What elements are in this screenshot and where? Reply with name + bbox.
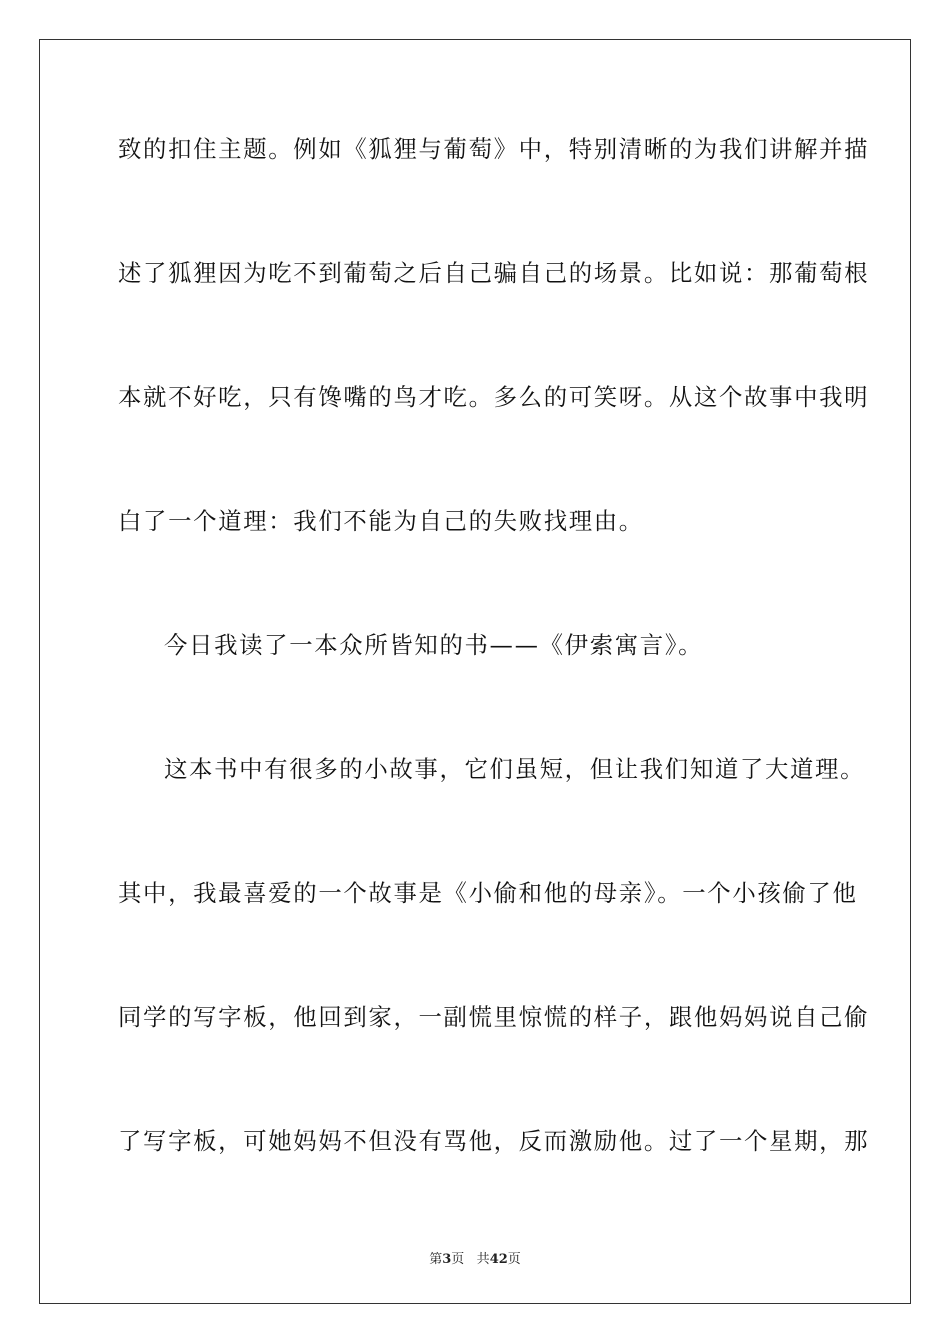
text-line-9: 了写字板，可她妈妈不但没有骂他，反而激励他。过了一个星期，那 <box>118 1127 870 1155</box>
text-line-5: 今日我读了一本众所皆知的书——《伊索寓言》。 <box>164 631 704 659</box>
text-line-3: 本就不好吃，只有馋嘴的鸟才吃。多么的可笑呀。从这个故事中我明 <box>118 383 870 411</box>
total-suffix: 页 <box>507 1252 521 1267</box>
text-line-2: 述了狐狸因为吃不到葡萄之后自己骗自己的场景。比如说：那葡萄根 <box>118 259 870 287</box>
text-line-6: 这本书中有很多的小故事，它们虽短，但让我们知道了大道理。 <box>164 755 866 783</box>
text-line-1: 致的扣住主题。例如《狐狸与葡萄》中，特别清晰的为我们讲解并描 <box>118 135 870 163</box>
text-line-7: 其中，我最喜爱的一个故事是《小偷和他的母亲》。一个小孩偷了他 <box>118 879 858 907</box>
page-number: 3 <box>442 1252 452 1267</box>
page-prefix: 第 <box>429 1252 443 1267</box>
text-line-8: 同学的写字板，他回到家，一副慌里惊慌的样子，跟他妈妈说自己偷 <box>118 1003 870 1031</box>
total-prefix: 共 <box>476 1252 490 1267</box>
page-frame <box>39 39 911 1304</box>
page-suffix: 页 <box>451 1252 465 1267</box>
text-line-4: 白了一个道理：我们不能为自己的失败找理由。 <box>118 507 644 535</box>
total-pages: 42 <box>489 1252 508 1267</box>
page-footer <box>0 1248 950 1267</box>
